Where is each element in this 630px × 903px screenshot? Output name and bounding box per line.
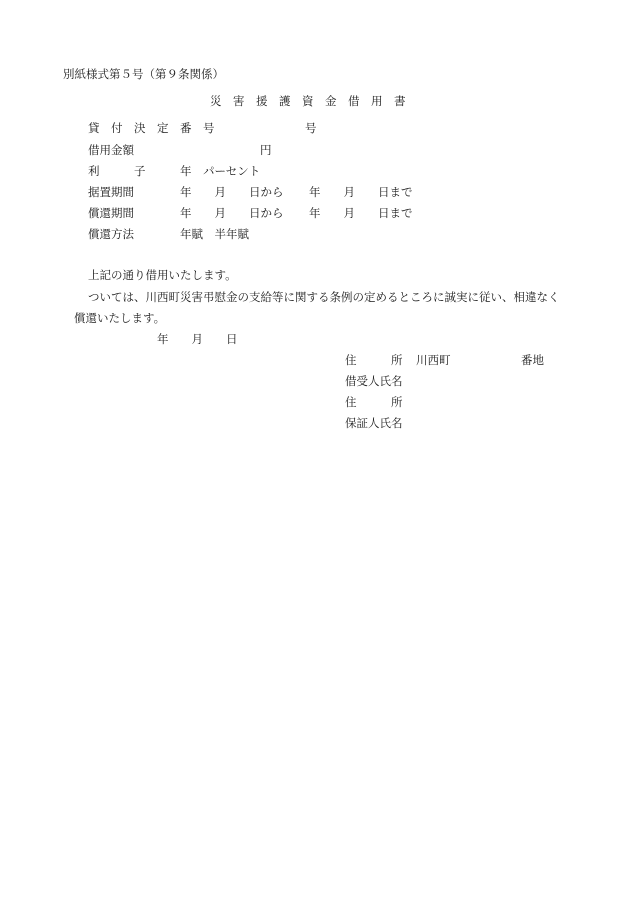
borrower-town: 川西町	[416, 353, 451, 367]
loan-amount-unit: 円	[260, 143, 272, 157]
loan-amount-label: 借用金額	[88, 143, 134, 157]
interest-value: 年 パーセント	[180, 164, 261, 178]
borrower-lot: 番地	[521, 353, 544, 367]
interest-label: 利 子	[88, 164, 146, 178]
repayment-method-label: 償還方法	[88, 227, 134, 241]
grace-period-label: 据置期間	[88, 185, 134, 199]
decision-number-suffix: 号	[305, 121, 317, 135]
repayment-period-end: 年 月 日まで	[309, 206, 413, 220]
guarantor-address-label: 住 所	[345, 395, 403, 409]
grace-period-start: 年 月 日から	[180, 185, 284, 199]
body-line-3: 償還いたします。	[74, 311, 166, 325]
borrower-address-label: 住 所	[345, 353, 403, 367]
borrower-name-label: 借受人氏名	[345, 374, 403, 388]
decision-number-label: 貸 付 決 定 番 号	[88, 121, 215, 135]
guarantor-name-label: 保証人氏名	[345, 416, 403, 430]
date-line: 年 月 日	[157, 332, 238, 346]
document-title: 災 害 援 護 資 金 借 用 書	[210, 94, 406, 108]
repayment-method-value: 年賦 半年賦	[180, 227, 249, 241]
repayment-period-start: 年 月 日から	[180, 206, 284, 220]
repayment-period-label: 償還期間	[88, 206, 134, 220]
grace-period-end: 年 月 日まで	[309, 185, 413, 199]
form-reference: 別紙様式第５号（第９条関係）	[63, 67, 224, 81]
body-line-1: 上記の通り借用いたします。	[88, 268, 237, 282]
body-line-2: ついては、川西町災害弔慰金の支給等に関する条例の定めるところに誠実に従い、相違なく	[88, 290, 560, 304]
